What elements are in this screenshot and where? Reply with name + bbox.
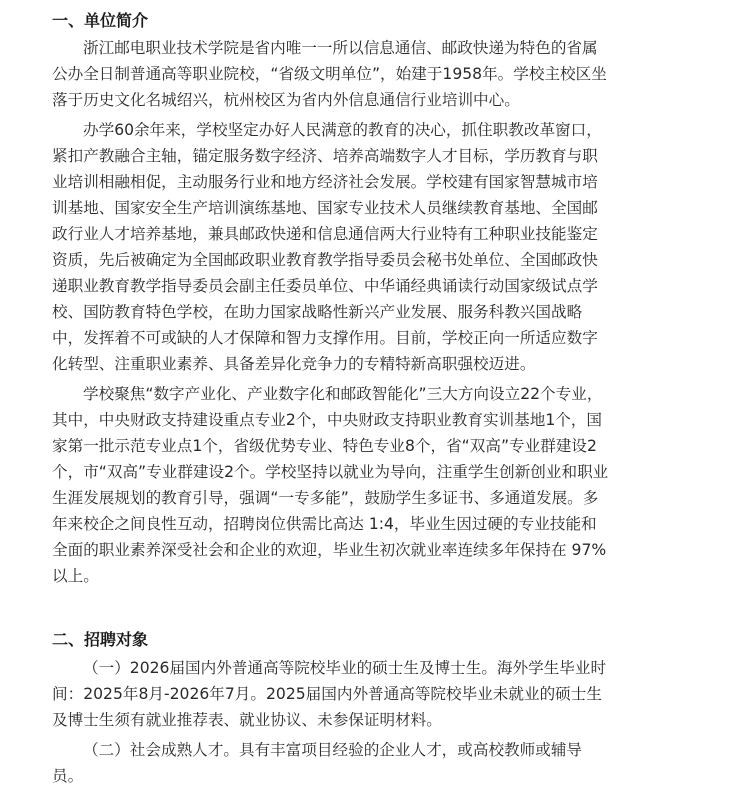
paragraph-line: 个，市“双高”专业群建设2个。学校坚持以就业为导向，注重学生创新创业和职业 — [52, 463, 609, 481]
paragraph-line: 其中，中央财政支持建设重点专业2个，中央财政支持职业教育实训基地1个，国 — [52, 411, 603, 429]
paragraph-line: 生涯发展规划的教育引导，强调“一专多能”，鼓励学生多证书、多通道发展。多 — [52, 489, 599, 507]
paragraph-line: （二）社会成熟人才。具有丰富项目经验的企业人才，或高校教师或辅导 — [83, 741, 583, 759]
paragraph-line: 资质，先后被确定为全国邮政职业教育教学指导委员会秘书处单位、全国邮政快 — [52, 251, 598, 269]
section-heading-unit-intro: 一、单位简介 — [52, 11, 149, 30]
section-heading-recruitment-targets: 二、招聘对象 — [52, 630, 149, 649]
paragraph-line: 全面的职业素养深受社会和企业的欢迎，毕业生初次就业率连续多年保持在 97% — [52, 541, 607, 559]
paragraph-line: 办学60余年来，学校坚定办好人民满意的教育的决心，抓住职教改革窗口， — [83, 121, 602, 139]
paragraph-line: 员。 — [52, 767, 84, 785]
paragraph-line: 学校聚焦“数字产业化、产业数字化和邮政智能化”三大方向设立22个专业， — [83, 385, 603, 403]
paragraph-line: 化转型、注重职业素养、具备差异化竞争力的专精特新高职强校迈进。 — [52, 355, 536, 373]
paragraph-line: 浙江邮电职业技术学院是省内唯一一所以信息通信、邮政快递为特色的省属 — [83, 39, 598, 57]
paragraph-line: 落于历史文化名城绍兴，杭州校区为省内外信息通信行业培训中心。 — [52, 91, 520, 109]
paragraph-line: 及博士生须有就业推荐表、就业协议、未参保证明材料。 — [52, 711, 442, 729]
paragraph-line: 公办全日制普通高等职业院校，“省级文明单位”，始建于1958年。学校主校区坐 — [52, 65, 607, 83]
paragraph-line: 间：2025年8月-2026年7月。2025届国内外普通高等院校毕业未就业的硕士生 — [52, 685, 602, 703]
paragraph-line: 校、国防教育特色学校，在助力国家战略性新兴产业发展、服务科教兴国战略 — [52, 303, 583, 321]
paragraph-line: 政行业人才培养基地，兼具邮政快递和信息通信两大行业特有工种职业技能鉴定 — [52, 225, 598, 243]
paragraph-line: 家第一批示范专业点1个，省级优势专业、特色专业8个，省“双高”专业群建设2 — [52, 437, 597, 455]
paragraph-line: （一）2026届国内外普通高等院校毕业的硕士生及博士生。海外学生毕业时 — [83, 659, 607, 677]
paragraph-line: 以上。 — [52, 567, 99, 585]
paragraph-line: 年来校企之间良性互动，招聘岗位供需比高达 1:4，毕业生因过硬的专业技能和 — [52, 515, 597, 533]
paragraph-line: 紧扣产教融合主轴，锚定服务数字经济、培养高端数字人才目标，学历教育与职 — [52, 147, 598, 165]
paragraph-line: 业培训相融相促，主动服务行业和地方经济社会发展。学校建有国家智慧城市培 — [52, 173, 598, 191]
paragraph-line: 递职业教育教学指导委员会副主任委员单位、中华诵经典诵读行动国家级试点学 — [52, 277, 598, 295]
paragraph-line: 中，发挥着不可或缺的人才保障和智力支撑作用。目前，学校正向一所适应数字 — [52, 329, 598, 347]
paragraph-line: 训基地、国家安全生产培训演练基地、国家专业技术人员继续教育基地、全国邮 — [52, 199, 598, 217]
